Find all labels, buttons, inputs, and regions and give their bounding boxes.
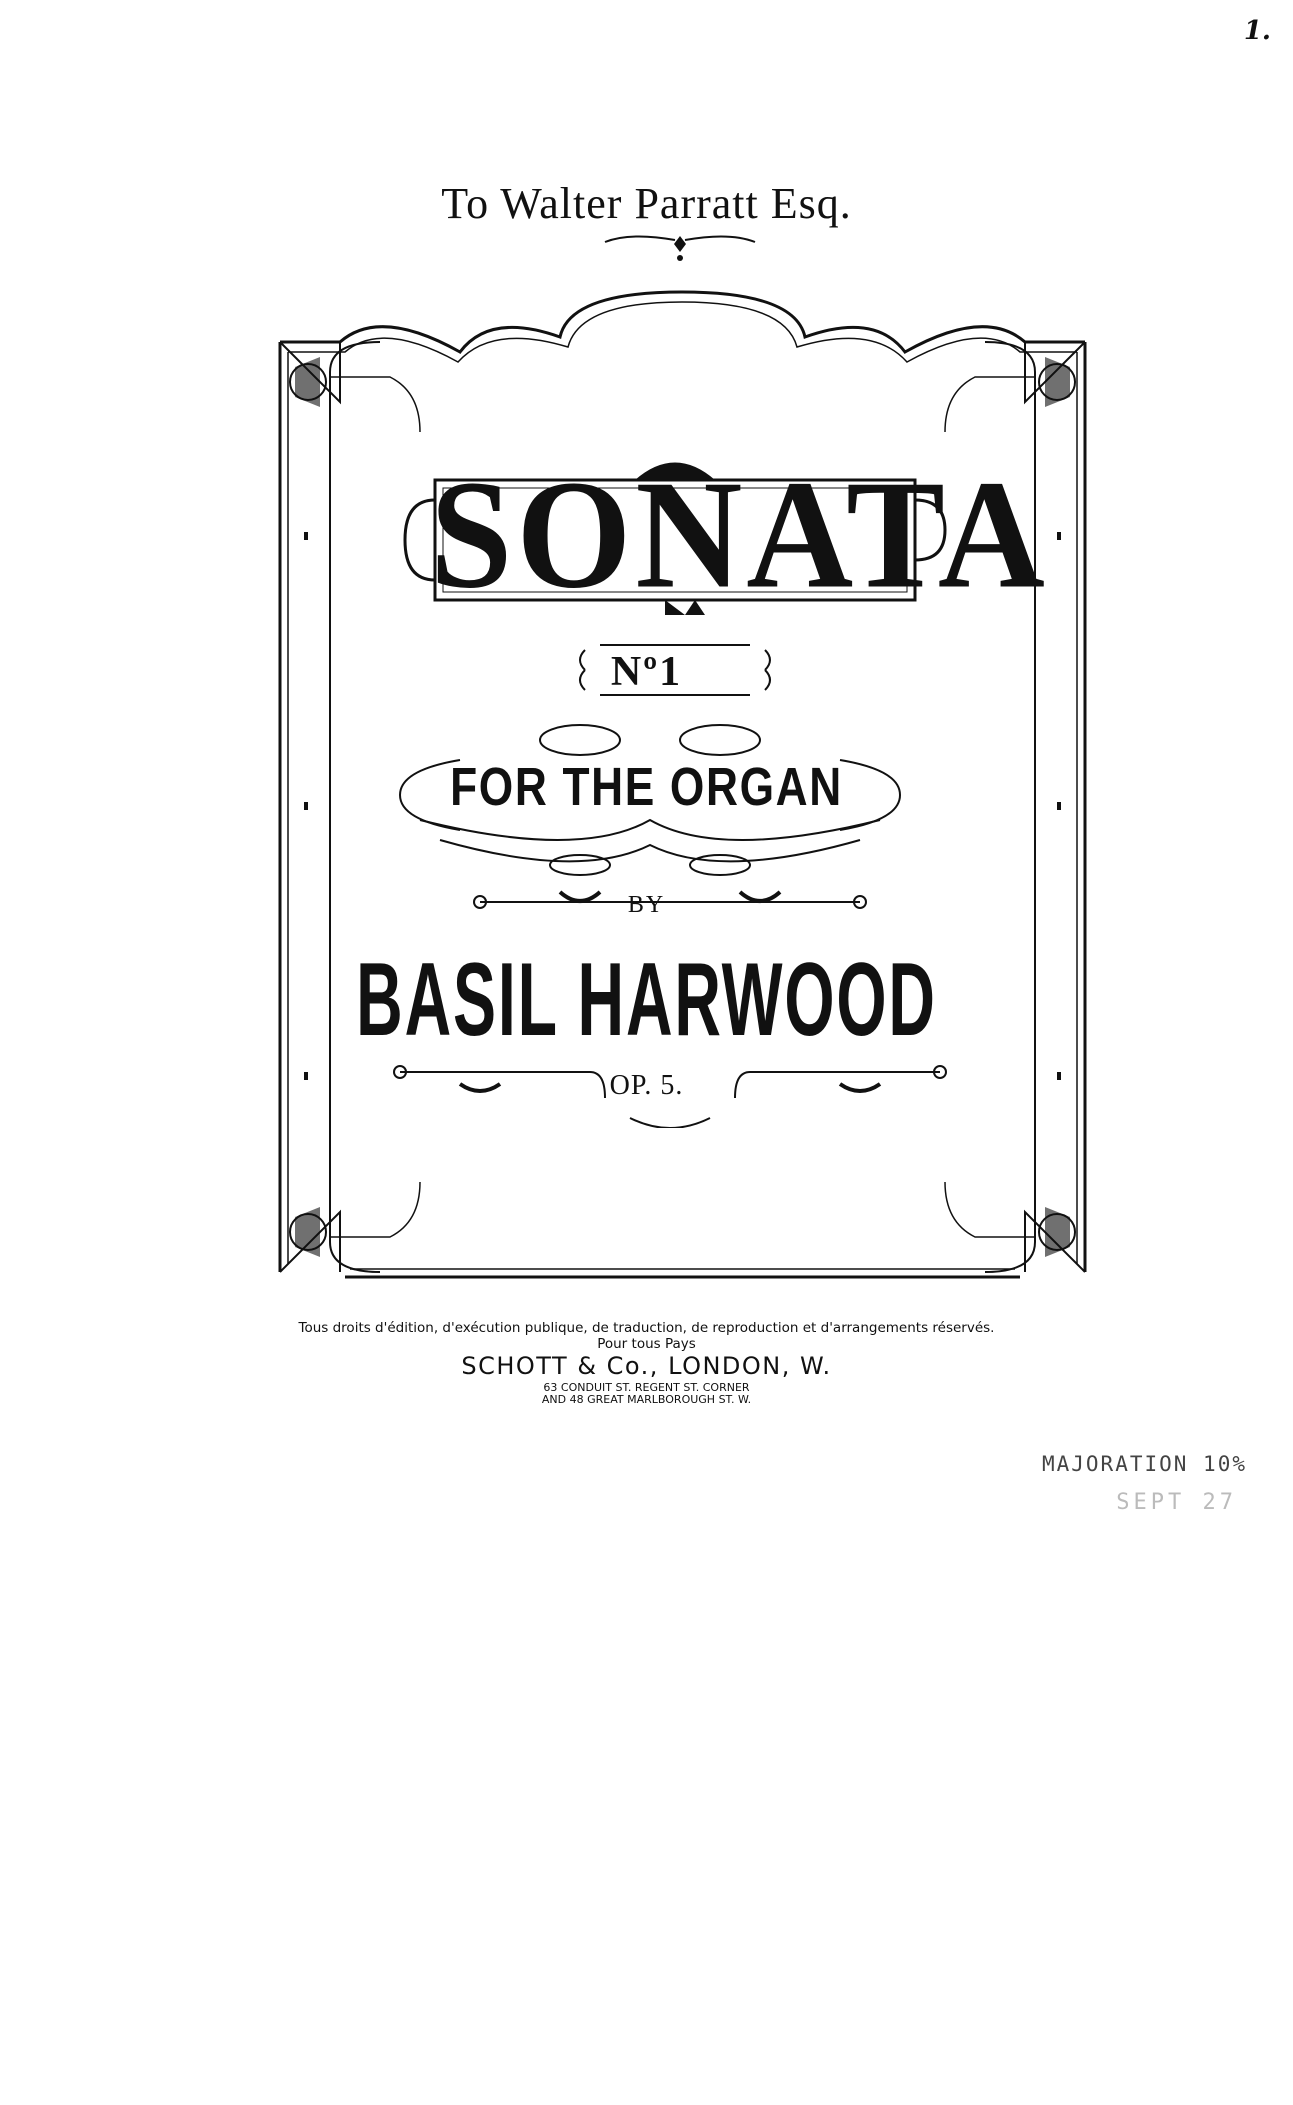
dedication: To Walter Parratt Esq. <box>441 179 852 228</box>
price-stamp: MAJORATION 10% <box>1041 1452 1247 1476</box>
publisher-address-line2: AND 48 GREAT MARLBOROUGH ST. W. <box>541 1393 752 1406</box>
subtitle: FOR THE ORGAN <box>450 757 843 817</box>
by-label: BY <box>627 892 666 918</box>
opus-number: Nº1 <box>610 649 683 695</box>
date-stamp: SEPT 27 <box>1116 1490 1237 1515</box>
rights-notice: Tous droits d'édition, d'exécution publique, de traduction, de reproduction et d'arrangements réservés. <box>298 1320 995 1336</box>
page-number: 1. <box>1243 16 1271 46</box>
publisher-address-line1: 63 CONDUIT ST. REGENT ST. CORNER <box>543 1381 750 1394</box>
opus-label: OP. 5. <box>609 1070 684 1101</box>
rights-country: Pour tous Pays <box>597 1336 696 1352</box>
title: SONATA <box>430 448 1049 622</box>
publisher: SCHOTT & Co., LONDON, W. <box>461 1352 832 1380</box>
composer-name: BASIL HARWOOD <box>356 942 937 1058</box>
dedication-flourish <box>600 230 760 266</box>
